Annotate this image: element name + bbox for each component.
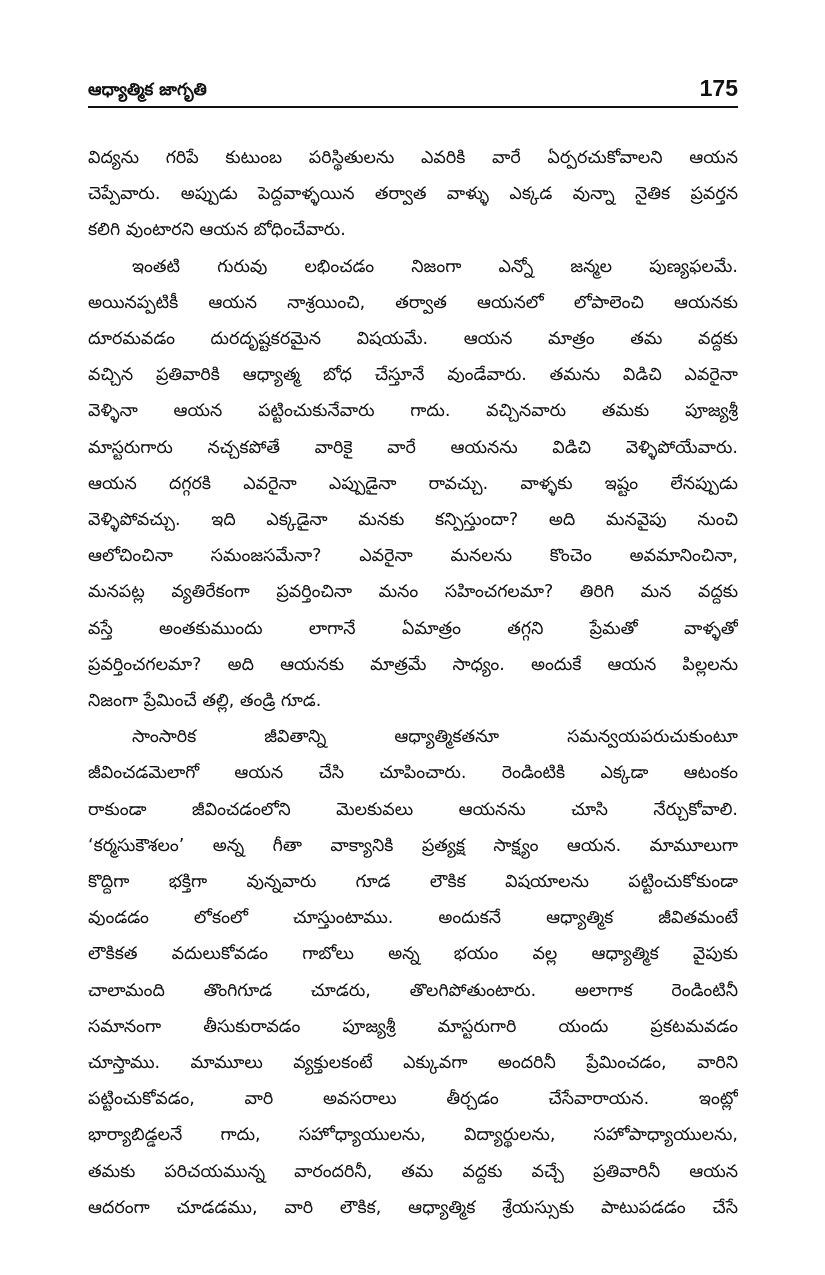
text-line: చెప్పేవారు. అప్పుడు పెద్దవాళ్ళయిన తర్వాత వాళ్ళు ఎక్కడ వున్నా నైతిక ప్రవర్తన (88, 184, 738, 205)
text-line: చాలామంది తొంగిగూడ చూడరు, తొలగిపోతుంటారు. అలాగాక రెండింటినీ (88, 980, 738, 1001)
text-line: కలిగి వుంటారని ఆయన బోధించేవారు. (88, 220, 346, 241)
text-line: వచ్చిన ప్రతివారికి ఆధ్యాత్మ బోధ చేస్తూనే వుండేవారు. తమను విడిచి ఎవరైనా (88, 365, 738, 386)
paragraph-2 (88, 249, 738, 720)
text-line: విద్యను గరిపే కుటుంబ పరిస్థితులను ఎవరికి వారే ఏర్పరచుకోవాలని ఆయన (88, 148, 738, 168)
text-line: జీవించడమెలాగో ఆయన చేసి చూపించారు. రెండింటికి ఎక్కడా ఆటంకం (88, 763, 738, 784)
text-line: భార్యాబిడ్డలనే గాదు, సహోధ్యాయులను, విద్యార్థులను, సహోపాధ్యాయులను, (88, 1125, 738, 1146)
text-line: మాస్టరుగారు నచ్చకపోతే వారికై వారే ఆయనను విడిచి వెళ్ళిపోయేవారు. (88, 437, 738, 458)
text-line: ఇంతటి గురువు లభించడం నిజంగా ఎన్నో జన్మల పుణ్యఫలమే. (132, 256, 738, 277)
paragraph-1 (88, 140, 738, 249)
text-line: ‘కర్మసుకౌశలం’ అన్న గీతా వాక్యానికి ప్రత్యక్ష సాక్ష్యం ఆయన. మామూలుగా (88, 835, 738, 856)
text-line: ఆయన దగ్గరకి ఎవరైనా ఎప్పుడైనా రావచ్చు. వాళ్ళకు ఇష్టం లేనప్పుడు (88, 473, 738, 494)
text-line: ఆలోచించినా సమంజసమేనా? ఎవరైనా మనలను కొంచెం అవమానించినా, (88, 546, 738, 567)
text-line: వెళ్ళినా ఆయన పట్టించుకునేవారు గాదు. వచ్చినవారు తమకు పూజ్యశ్రీ (88, 401, 738, 422)
text-line: తమకు పరిచయమున్న వారందరినీ, తమ వద్దకు వచ్చే ప్రతివారినీ ఆయన (88, 1161, 738, 1182)
text-line: చూస్తాము. మామూలు వ్యక్తులకంటే ఎక్కువగా అందరినీ ప్రేమించడం, వారిని (88, 1053, 738, 1074)
text-line: లౌకికత వదులుకోవడం గాబోలు అన్న భయం వల్ల ఆధ్యాత్మిక వైపుకు (88, 944, 738, 965)
text-line: వెళ్ళిపోవచ్చు. ఇది ఎక్కడైనా మనకు కన్పిస్తుందా? అది మనవైపు నుంచి (88, 510, 738, 531)
text-line: ప్రవర్తించగలమా? అది ఆయనకు మాత్రమే సాధ్యం. అందుకే ఆయన పిల్లలను (88, 654, 738, 675)
text-line: రాకుండా జీవించడంలోని మెలకువలు ఆయనను చూసి నేర్చుకోవాలి. (88, 799, 738, 820)
text-line: నిజంగా ప్రేమించే తల్లి, తండ్రి గూడ. (88, 691, 322, 712)
text-line: అయినప్పటికీ ఆయన నాశ్రయించి, తర్వాత ఆయనలో లోపాలెంచి ఆయనకు (88, 292, 738, 313)
text-line: సమానంగా తీసుకురావడం పూజ్యశ్రీ మాస్టరుగారి యందు ప్రకటమవడం (88, 1016, 738, 1037)
text-line: కొద్దిగా భక్తిగా వున్నవారు గూడ లౌకిక విషయాలను పట్టించుకోకుండా (88, 872, 738, 893)
text-line: దూరమవడం దురదృష్టకరమైన విషయమే. ఆయన మాత్రం తమ వద్దకు (88, 329, 738, 350)
running-header (88, 72, 738, 108)
running-header-title: ఆధ్యాత్మిక జాగృతి (88, 80, 207, 100)
text-line: వస్తే అంతకుముందు లాగానే ఏమాత్రం తగ్గని ప్రేమతో వాళ్ళతో (88, 618, 738, 639)
text-line: ఆదరంగా చూడడము, వారి లౌకిక, ఆధ్యాత్మిక శ్రేయస్సుకు పాటుపడడం చేసే (88, 1197, 738, 1218)
page-number: 175 (699, 75, 738, 101)
paragraph-3 (88, 719, 738, 1226)
text-line: పట్టించుకోవడం, వారి అవసరాలు తీర్చడం చేసేవారాయన. ఇంట్లో (88, 1089, 738, 1110)
text-line: సాంసారిక జీవితాన్ని ఆధ్యాత్మికతనూ సమన్వయపరుచుకుంటూ (132, 727, 738, 748)
text-line: మనపట్ల వ్యతిరేకంగా ప్రవర్తించినా మనం సహించగలమా? తిరిగి మన వద్దకు (88, 582, 738, 603)
body-text (88, 140, 738, 1226)
text-line: వుండడం లోకంలో చూస్తుంటాము. అందుకనే ఆధ్యాత్మిక జీవితమంటే (88, 908, 738, 929)
